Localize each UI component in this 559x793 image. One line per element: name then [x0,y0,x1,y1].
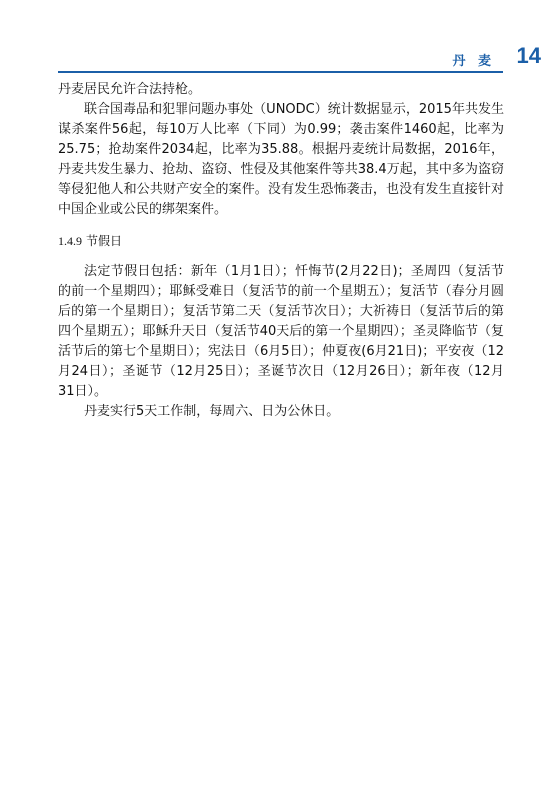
page-content [58,80,504,422]
paragraph-work-week: 丹麦实行5天工作制，每周六、日为公休日。 [84,404,340,419]
section-number: 1.4.9 [58,234,82,248]
page-number: 14 [516,43,541,68]
section-title: 节假日 [86,234,123,248]
chapter-title: 丹 麦 [452,54,495,69]
paragraph-public-holidays: 法定节假日包括：新年（1月1日）；忏悔节(2月22日)；圣周四（复活节的前一个星期四）；耶稣受难日（复活节的前一个星期五）；复活节（春分月圆后的第一个星期日）；复活节第二天（复活节次日）；大祈祷日（复活节后的第四个星期五）；耶稣升天日（复活节40天后的第一个星期四）；圣灵降临节（复活节后的第七个星期日）；宪法日（6月5日）；仲夏夜(6月21日)；平安夜（12月24日）；圣诞节（12月25日）；圣诞节次日（12月26日）；新年夜（12月31日）。 [58,264,504,399]
paragraph-gun-ownership: 丹麦居民允许合法持枪。 [58,82,202,97]
paragraph-crime-statistics: 联合国毒品和犯罪问题办事处（UNODC）统计数据显示，2015年共发生谋杀案件56起，每10万人比率（下同）为0.99；袭击案件1460起，比率为25.75；抢劫案件2034起，比率为35.88。根据丹麦统计局数据，2016年，丹麦共发生暴力、抢劫、盗窃、性侵及其他案件等共38.4万起，其中多为盗窃等侵犯他人和公共财产安全的案件。没有发生恐怖袭击，也没有发生直接针对中国企业或公民的绑架案件。 [58,102,504,217]
header-rule [58,71,503,73]
page-header [58,40,541,84]
section-heading [58,231,504,251]
